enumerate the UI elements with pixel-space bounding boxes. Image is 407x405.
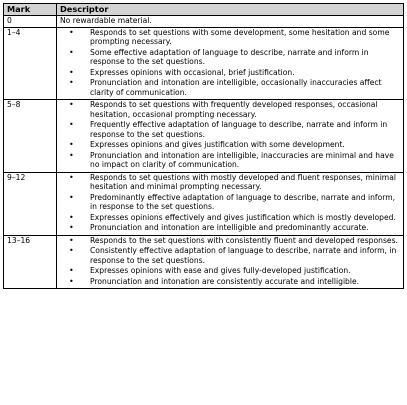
mark-cell: 1–4 [4,27,57,100]
list-item [60,173,400,192]
bullet-icon: • [69,212,74,222]
bullet-icon: • [69,192,74,202]
header-row [4,4,404,16]
descriptor-cell [57,172,404,235]
bullet-icon: • [69,150,74,160]
list-item [60,120,400,139]
descriptor-text: Responds to set questions with mostly developed and fluent responses, minimal hesitation and minimal prompting necessary. [90,172,396,191]
descriptor-cell [57,100,404,173]
list-item [60,277,400,287]
descriptor-text: Some effective adaptation of language to describe, narrate and inform in response to the set questions. [90,47,369,66]
descriptor-list [60,173,400,233]
descriptor-text: Expresses opinions with ease and gives fully-developed justification. [90,266,351,275]
bullet-icon: • [69,235,74,245]
list-item [60,151,400,170]
descriptor-text: Pronunciation and intonation are consistently accurate and intelligible. [90,276,360,286]
bullet-icon: • [69,78,74,87]
list-item [60,28,400,47]
bullet-icon: • [69,100,74,109]
bullet-icon: • [69,67,74,77]
list-item [60,68,400,78]
descriptor-text: Frequently effective adaptation of language to describe, narrate and inform in response to the set questions. [90,120,388,139]
descriptor-text: Consistently effective adaptation of language to describe, narrate and inform, in response to the set questions. [90,246,397,265]
descriptor-text: Pronunciation and intonation are intelligible and predominantly accurate. [90,223,369,232]
table-row [4,100,404,173]
descriptor-list [60,100,400,170]
list-item [60,246,400,265]
bullet-icon: • [69,120,74,129]
descriptor-text: Expresses opinions and gives justification with some development. [90,140,345,149]
table-row [4,235,404,289]
descriptor-cell [57,27,404,100]
bullet-icon: • [69,276,74,286]
mark-cell: 13–16 [4,235,57,289]
list-item [60,140,400,150]
bullet-icon: • [69,140,74,149]
descriptor-list [60,28,400,98]
descriptor-text: Responds to set questions with frequently developed responses, occasional hesitation, occasional prompting necessary. [90,100,378,119]
mark-cell: 5–8 [4,100,57,173]
descriptor-cell [57,235,404,289]
bullet-icon: • [69,47,74,57]
list-item [60,236,400,246]
descriptor-cell: No rewardable material. [57,16,404,28]
list-item [60,78,400,97]
bullet-icon: • [69,27,74,37]
descriptor-text: Pronunciation and intonation are intelligible, inaccuracies are minimal and have no impact on clarity of communication. [90,150,394,169]
list-item [60,100,400,119]
mark-cell: 0 [4,16,57,28]
list-item [60,48,400,67]
table-row [4,16,404,28]
list-item [60,193,400,212]
descriptor-text: Responds to set questions with some development, some hesitation and some prompting necessary. [90,27,390,46]
descriptor-text: Expresses opinions with occasional, brief justification. [90,67,295,77]
descriptor-text: Expresses opinions effectively and gives justification which is mostly developed. [90,212,396,222]
descriptor-column-header: Descriptor [57,4,404,16]
list-item [60,223,400,233]
list-item [60,213,400,223]
mark-column-header: Mark [4,4,57,16]
list-item [60,266,400,276]
bullet-icon: • [69,266,74,275]
bullet-icon: • [69,246,74,255]
descriptor-text: Pronunciation and intonation are intelligible, occasionally inaccuracies affect clarity of communication. [90,78,382,97]
descriptor-table [3,3,404,289]
descriptor-list [60,236,400,287]
descriptor-text: Responds to the set questions with consistently fluent and developed responses. [90,235,398,245]
table-row [4,27,404,100]
table-row [4,172,404,235]
mark-scheme [3,3,403,289]
mark-cell: 9–12 [4,172,57,235]
bullet-icon: • [69,172,74,182]
descriptor-text: Predominantly effective adaptation of language to describe, narrate and inform, in response to the set questions. [90,192,396,211]
bullet-icon: • [69,223,74,232]
